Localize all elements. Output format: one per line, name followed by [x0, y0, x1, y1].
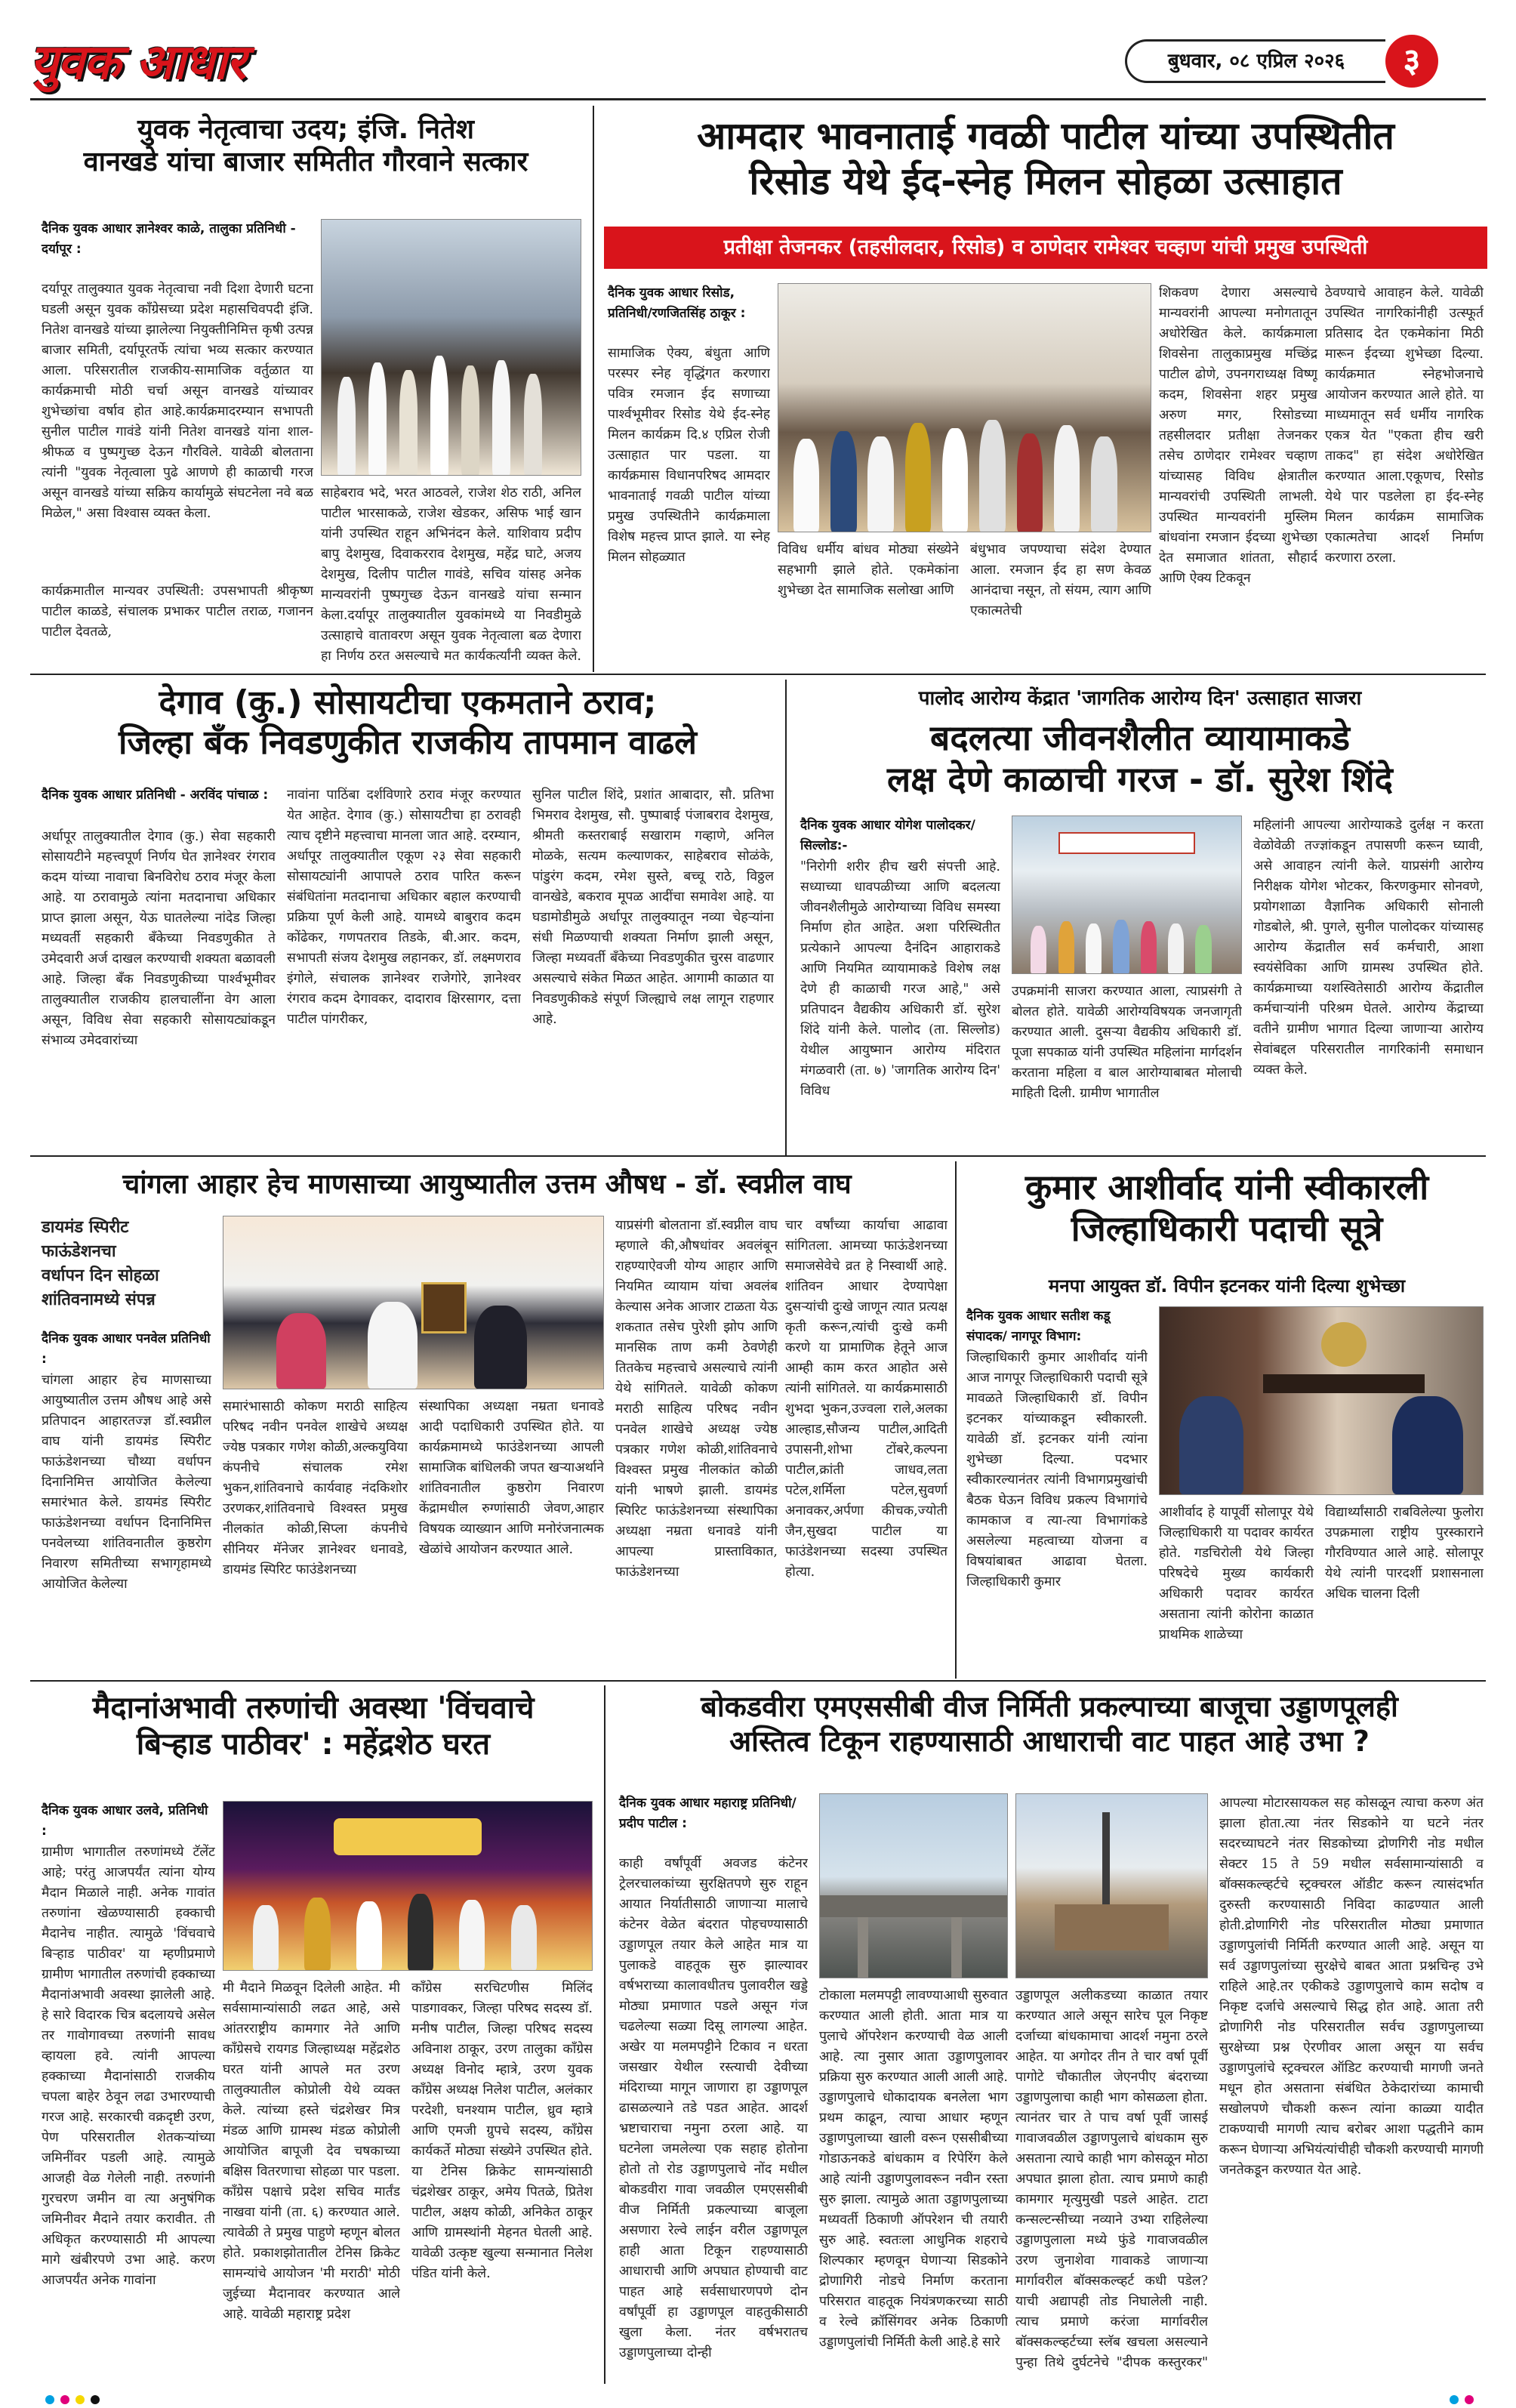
story1-byline: दैनिक युवक आधार ज्ञानेश्वर काळे, तालुका प्रतिनिधी - दर्यापूर :	[42, 221, 296, 257]
story6-headline	[966, 1167, 1487, 1250]
bottom-column-divider	[604, 1685, 605, 2384]
story1-photo	[321, 219, 581, 476]
story7-headline-line1: मैदानांअभावी तरुणांची अवस्था 'विंचवाचे	[92, 1691, 535, 1725]
story2-column-4: शिकवण देणारा असल्याचे मान्यवरांनी आपल्या मनोगतातून अधोरेखित केले. कार्यक्रमाला शिवसेना तालुकाप्रमुख मच्छिंद्र पाटील ढोणे, उपनगराध्यक्ष विष्णू कदम, शिवसेना शहर प्रमुख अरुण मगर, रिसोडच्या तहसीलदार प्रतीक्षा तेजनकर तसेच ठाणेदार रामेश्वर चव्हाण यांच्यासह विविध क्षेत्रातील मान्यवरांची उपस्थिती लाभली. उपस्थित मान्यवरांनी मुस्लिम बांधवांना रमजान ईदच्या शुभेच्छा देत समाजात शांतता, सौहार्द आणि ऐक्य टिकवून	[1159, 285, 1317, 586]
story8-column-4: आपल्या मोटारसायकल सह कोसळून त्याचा करुण अंत झाला होता.त्या नंतर सिडकोने या घटने नंतर सदरच्याघटने नंतर सिडकोच्या द्रोणगिरी नोड मधील सेक्टर 15 ते 59 मधील सर्वसामान्यांसाठी व बॉक्सकल्व्हर्टचे स्ट्रक्चरल ऑडीट करून त्यासंदर्भात दुरुस्ती करण्यासाठी निविदा काढण्यात आली होती.द्रोणागिरी नोड परिसरातील मोठ्या प्रमाणात उड्डाणपुलांची निर्मिती करण्यात आली आहे. असून या सर्व उड्डाणपुलांच्या सुरक्षेचे बाबत आता प्रश्नचिन्ह उभे राहिले आहे.तर एकीकडे उड्डाणपुलाचे काम सदोष व निकृष्ट दर्जाचे असल्याचे सिद्ध होत आहे. आता तरी द्रोणागिरी नोड परिसरातील सर्वच उड्डाणपुलाच्या सुरक्षेच्या प्रश्न ऐरणीवर आला असून या सर्वच उड्डाणपुलांचे स्ट्रक्चरल ऑडिट करण्याची मागणी जनते मधून होत असताना संबंधित ठेकेदारांच्या कामाची सखोलपणे चौकशी करून त्यांना काळ्या यादीत टाकण्याची मागणी त्याच बरोबर आशा पद्धतीने काम करून घेणाऱ्या अभियंत्यांचीही चौकशी करण्याची मागणी जनतेकडून करण्यात येत आहे.	[1219, 1796, 1484, 2178]
story8-bridge-pillar	[858, 1917, 869, 1978]
story2-photo-people	[778, 396, 1151, 532]
story5-kicker-line4: शांतिवनामध्ये संपन्न	[42, 1290, 156, 1309]
section-divider-2	[30, 1155, 1486, 1157]
story6-headline-line2: जिल्हाधिकारी पदाची सूत्रे	[1071, 1208, 1383, 1250]
story2-byline: दैनिक युवक आधार रिसोड, प्रतिनिधी/रणजितसिंह ठाकूर :	[608, 285, 746, 321]
story1-headline-line1: युवक नेतृत्वाचा उदय; इंजि. नितेश	[137, 114, 475, 145]
story8-bridge-deck	[820, 1895, 1007, 1917]
story4-headline-line1: बदलत्या जीवनशैलीत व्यायामाकडे	[930, 717, 1350, 758]
story1-column-1: दर्यापूर तालुक्यात युवक नेतृत्वाचा नवी दिशा देणारी घटना घडली असून युवक काँग्रेसच्या प्रदेश महासचिवपदी इंजि. नितेश वानखडे यांच्या झालेल्या नियुक्तीनिमित्त कृषी उत्पन्न बाजार समिती, दर्यापूरतर्फे त्यांचा भव्य सत्कार करण्यात आला. परिसरातील राजकीय-सामाजिक वर्तुळात या कार्यक्रमाची मोठी चर्चा असून वानखडे यांच्यावर शुभेच्छांचा वर्षाव होत आहे.कार्यक्रमादरम्यान सभापती सुनील पाटील गावंडे यांनी नितेश वानखडे यांना शाल-श्रीफळ व पुष्पगुच्छ देऊन गौरविले. यावेळी बोलताना त्यांनी "युवक नेतृत्वाला पुढे आणणे ही काळाची गरज असून वानखडे यांच्या सक्रिय कार्यामुळे संघटनेला नवे बळ मिळेल," असा विश्वास व्यक्त केला.	[42, 282, 313, 521]
story5-column-3: संस्थापिका अध्यक्षा नम्रता धनावडे आदी पदाधिकारी उपस्थित होते. या कार्यक्रमामध्ये फाउंडेशनच्या आपली सामाजिक बांधिलकी जपत खऱ्याअर्थाने शांतिवनातील कुष्ठरोग निवारण केंद्रामधील रुग्णांसाठी जेवण,आहार विषयक व्याख्यान आणि मनोरंजनात्मक खेळांचे आयोजन करण्यात आले.	[419, 1399, 604, 1557]
story8-photo-bridge	[819, 1793, 1008, 1978]
story8-bridge-pillar	[951, 1917, 963, 1978]
story4-clinic-signboard	[1058, 832, 1196, 854]
story2-headline-line1: आमदार भावनाताई गवळी पाटील यांच्या उपस्थितीत	[697, 114, 1394, 158]
story7-photo	[223, 1801, 593, 1971]
story6-photo-people	[1160, 1392, 1483, 1494]
story6-column-2: आशीर्वाद हे यापूर्वी सोलापूर येथे जिल्हाधिकारी या पदावर कार्यरत होते. गडचिरोली येथे जिल्हा परिषदेचे मुख्य कार्यकारी अधिकारी पदावर कार्यरत असताना त्यांनी कोरोना काळात प्राथमिक शाळेच्या	[1159, 1505, 1314, 1642]
story4-kicker: पालोद आरोग्य केंद्रात 'जागतिक आरोग्य दिन' उत्साहात साजरा	[918, 687, 1362, 710]
story5-byline: दैनिक युवक आधार पनवेल प्रतिनिधी :	[42, 1331, 211, 1367]
registration-dot-black	[91, 2395, 100, 2404]
story8-headline-line1: बोकडवीरा एमएससीबी वीज निर्मिती प्रकल्पाच्या बाजूचा उड्डाणपूलही	[701, 1690, 1398, 1723]
story8-headline	[615, 1690, 1484, 1759]
story4-column-3: महिलांनी आपल्या आरोग्याकडे दुर्लक्ष न करता वेळोवेळी तज्ज्ञांकडून तपासणी करून घ्यावी, असे आवाहन त्यांनी केले. याप्रसंगी आरोग्य निरीक्षक योगेश भोटकर, किरणकुमार सोनवणे, प्रयोगशाळा वैज्ञानिक अधिकारी सोनाली गोडबोले, श्री. पुगले, सुनील पालोदकर यांच्यासह आरोग्य केंद्रातील सर्व कर्मचारी, आशा स्वयंसेविका आणि ग्रामस्थ उपस्थित होते. कार्यक्रमाच्या यशस्वितेसाठी आरोग्य केंद्रातील कर्मचाऱ्यांनी परिश्रम घेतले. आरोग्य केंद्राच्या वतीने ग्रामीण भागात दिल्या जाणाऱ्या आरोग्य सेवांबद्दल परिसरातील नागरिकांनी समाधान व्यक्त केले.	[1253, 818, 1484, 1078]
story2-column-5: ठेवण्याचे आवाहन केले. यावेळी उपस्थित नागरिकांनीही उत्स्फूर्त प्रतिसाद देत एकमेकांना मिठी मारून ईदच्या शुभेच्छा दिल्या. कार्यक्रमात स्नेहभोजनाचे आयोजन करण्यात आले होते. या माध्यमातून सर्व धर्मीय नागरिक एकत्र येत "एकता हीच खरी ताकद" हा संदेश अधोरेखित करण्यात आला.एकूणच, रिसोड येथे पार पडलेला हा ईद-स्नेह मिलन कार्यक्रम सामाजिक एकात्मतेचा आदर्श निर्माण करणारा ठरला.	[1325, 285, 1484, 566]
lower-column-divider	[955, 1161, 957, 1679]
story5-kicker-line2: फाऊंडेशनचा	[42, 1242, 116, 1261]
newspaper-logo: युवक आधार	[30, 35, 245, 91]
story5-kicker	[42, 1216, 211, 1312]
story8-construction-area	[1055, 1904, 1169, 1950]
story4-photo	[1012, 816, 1242, 974]
top-column-divider	[593, 106, 594, 672]
story4-photo-people	[1012, 887, 1241, 973]
story2-column-2: विविध धर्मीय बांधव मोठ्या संख्येने सहभागी झाले होते. एकमेकांना शुभेच्छा देत सामाजिक सलोखा आणि	[778, 542, 959, 598]
mid-column-divider	[785, 680, 787, 1155]
story5-photo-people	[223, 1294, 603, 1389]
story6-emblem	[1321, 1322, 1367, 1367]
story6-nameplate	[1263, 1374, 1425, 1393]
story7-column-2: मी मैदाने मिळवून दिलेली आहेत. मी सर्वसामान्यांसाठी लढत आहे, असे आंतरराष्ट्रीय कामगार नेते आणि काँग्रेसचे रायगड जिल्हाध्यक्ष महेंद्रशेठ घरत यांनी आपले मत उरण तालुक्यातील कोप्रोली येथे व्यक्त केले. त्यांच्या हस्ते चंद्रशेखर मित्र मंडळ आणि ग्रामस्थ मंडळ कोप्रोली आयोजित बापूजी देव चषकाच्या बक्षिस वितरणाचा सोहळा पार पडला. काँग्रेस पक्षाचे प्रदेश सचिव मार्तंड नाखवा यांनी (ता. ६) करण्यात आले. त्यावेळी ते प्रमुख पाहुणे म्हणून बोलत होते. प्रकाशझोतातील टेनिस क्रिकेट सामन्यांचे आयोजन 'मी मराठी' मोठी जुईच्या मैदानावर करण्यात आले आहे. यावेळी महाराष्ट्र प्रदेश	[223, 1981, 400, 2322]
story7-headline	[30, 1690, 596, 1762]
masthead-divider	[30, 98, 1486, 100]
registration-dot-magenta	[60, 2395, 69, 2404]
story2-photo	[778, 283, 1151, 532]
story4-byline: दैनिक युवक आधार योगेश पालोदकर/सिल्लोड:-	[800, 818, 975, 853]
print-registration-strip	[0, 2389, 1516, 2408]
story2-column-1: सामाजिक ऐक्य, बंधुता आणि परस्पर स्नेह वृद्धिंगत करणारा पवित्र रमजान ईद सणाच्या पार्श्वभूमीवर रिसोड येथे ईद-स्नेह मिलन कार्यक्रम दि.४ एप्रिल रोजी उत्साहात पार पडला. या कार्यक्रमास विधानपरिषद आमदार भावनाताई गवळी पाटील यांच्या प्रमुख उपस्थितीने कार्यक्रमाला विशेष महत्त्व प्राप्त झाले. या स्नेह मिलन सोहळ्यात	[608, 346, 770, 565]
story5-photo	[223, 1216, 604, 1389]
story1-column-2: साहेबराव भदे, भरत आठवले, राजेश शेठ राठी, अनिल पाटील भारसाकळे, राजेश खेडकर, असिफ भाई खान यांनी उपस्थित राहून अभिनंदन केले. याशिवाय प्रदीप बापु देशमुख, दिवाकरराव देशमुख, महेंद्र घाटे, अजय देशमुख, दिलीप पाटील गावंडे, सचिव यांसह अनेक मान्यवरांनी पुष्पगुच्छ देऊन वानखडे यांचा सन्मान केला.दर्यापूर तालुक्यातील युवकांमध्ये या निवडीमुळे उत्साहाचे वातावरण असून युवक नेतृत्वाला बळ देणारा हा निर्णय ठरत असल्याचे मत कार्यकर्त्यांनी व्यक्त केले.	[321, 486, 581, 664]
story6-byline: दैनिक युवक आधार सतीश कडू संपादक/ नागपूर विभाग:	[966, 1309, 1111, 1344]
story3-headline	[30, 683, 785, 763]
story3-column-1: अर्धापूर तालुक्यातील देगाव (कु.) सेवा सहकारी सोसायटीने महत्त्वपूर्ण निर्णय घेत ज्ञानेश्वर रंगराव कदम यांच्या नावाचा बिनविरोध ठराव मंजूर केला आहे. या ठरावामुळे त्यांना मतदानाचा अधिकार प्राप्त झाला असून, येऊ घातलेल्या नांदेड जिल्हा मध्यवर्ती सहकारी बँकेच्या निवडणुकीत ते उमेदवारी अर्ज दाखल करण्याची शक्यता बळावली आहे. जिल्हा बँक निवडणुकीच्या पार्श्वभूमीवर तालुक्यातील राजकीय हालचालींना वेग आला असून, विविध सेवा सहकारी सोसायट्यांकडून संभाव्य उमेदवारांच्या	[42, 829, 276, 1048]
story2-redbar: प्रतीक्षा तेजनकर (तहसीलदार, रिसोड) व ठाणेदार रामेश्वर चव्हाण यांची प्रमुख उपस्थिती	[604, 227, 1487, 269]
story8-column-3: उड्डाणपूल अलीकडच्या काळात तयार करण्यात आले असून सारेच पूल निकृष्ट दर्जाच्या बांधकामाचा आदर्श नमुना ठरले आहेत. या अगोदर तीन ते चार वर्षा पूर्वी पागोटे चौकातील जेएनपीए बंदराच्या उड्डाणपुलाचा काही भाग कोसळला होता. त्यानंतर चार ते पाच वर्षा पूर्वी जासई गावाजवळील उड्डाणपुलाचे बांधकाम सुरु असताना त्याचे काही भाग कोसळून मोठा अपघात झाला होता. त्याच प्रमाणे काही कामगार मृत्युमुखी पडले आहेत. टाटा कन्सल्टन्सीच्या नव्याने उभ्या राहिलेल्या उड्डाणपुलाला मध्ये फुंडे गावाजवळील उरण जुनाशेवा गावाकडे जाणाऱ्या मार्गावरील बॉक्सकल्व्हर्ट कधी पडेल? याची अद्यापही तोड निघालेली नाही. त्याच प्रमाणे करंजा मार्गावरील बॉक्सकल्व्हर्टच्या स्लॅब खचला असल्याने पुन्हा तिथे दुर्घटनेचे "दीपक कस्तुरकर"	[1015, 1988, 1208, 2370]
story4-column-1: "निरोगी शरीर हीच खरी संपत्ती आहे. सध्याच्या धावपळीच्या आणि बदलत्या जीवनशैलीमुळे आरोग्याच्या विविध समस्या निर्माण होत आहेत. अशा परिस्थितीत प्रत्येकाने आपल्या दैनंदिन आहाराकडे आणि नियमित व्यायामाकडे विशेष लक्ष देणे ही काळाची गरज आहे," असे प्रतिपादन वैद्यकीय अधिकारी डॉ. सुरेश शिंदे यांनी केले. पालोद (ता. सिल्लोड) येथील आयुष्मान आरोग्य मंदिरात मंगळवारी (ता. ७) 'जागतिक आरोग्य दिन' विविध	[800, 859, 1000, 1099]
registration-dot-cyan	[1450, 2395, 1459, 2404]
story3-column-2: नावांना पाठिंबा दर्शविणारे ठराव मंजूर करण्यात येत आहेत. देगाव (कु.) सोसायटीचा हा ठरावही त्याच दृष्टीने महत्त्वाचा मानला जात आहे. दरम्यान, अर्धापूर तालुक्यातील एकूण २३ सेवा सहकारी सोसायट्यांनी आपापले ठराव पारित करून संबंधितांना मतदानाचा अधिकार बहाल करण्याची प्रक्रिया पूर्ण केली आहे. यामध्ये बाबुराव कदम कोंढेकर, गणपतराव तिडके, बी.आर. कदम, सभापती संजय देशमुख लहानकर, डॉ. लक्ष्मणराव इंगोले, संचालक ज्ञानेश्वर राजेगोरे, ज्ञानेश्वर रंगराव कदम देगावकर, दादाराव क्षिरसागर, दत्ता पाटील पांगरीकर,	[287, 788, 521, 1027]
registration-dot-yellow	[75, 2395, 85, 2404]
section-divider-1	[30, 674, 1486, 675]
story8-column-1: काही वर्षांपूर्वी अवजड कंटेनर ट्रेलरचालकांच्या सुरक्षितपणे सुरु राहून आयात निर्यातीसाठी जाणाऱ्या मालाचे कंटेनर वेळेत बंदरात पोहचण्यासाठी उड्डाणपूल तयार केले आहेत मात्र या पुलाकडे वाहतूक सुरु झाल्यावर वर्षभराच्या कालावधीतच पुलावरील खड्डे मोठ्या प्रमाणात पडले असून गंज चढलेल्या सळ्या दिसू लागल्या आहेत. अखेर या मलमपट्टीने टिकाव न धरता जसखार येथील रस्त्याची देवीच्या मंदिराच्या मागून जाणारा हा उड्डाणपूल ढासळल्याने तडे पडत आहेत. आदर्श भ्रष्टाचाराचा नमुना ठरला आहे. या घटनेला जमलेल्या एक सहाह होतोना होतो तो रोड उड्डाणपुलाचे नोंद मधील बोकडवीरा गावा जवळील एमएससीबी वीज निर्मिती प्रकल्पाच्या बाजूला असणारा रेल्वे लाईन वरील उड्डाणपूल हाही आता टिकून राहण्यासाठी आधाराची आणि अपघात होण्याची वाट पाहत आहे सर्वसाधारणपणे दोन वर्षांपूर्वी हा उड्डाणपूल वाहतुकीसाठी खुला केला. नंतर वर्षभरातच उड्डाणपुलाच्या दोन्ही	[619, 1856, 808, 2360]
story1-headline	[30, 113, 581, 178]
story3-headline-line2: जिल्हा बँक निवडणुकीत राजकीय तापमान वाढले	[119, 723, 697, 762]
story8-photo-site	[1015, 1793, 1208, 1978]
story2-headline	[604, 113, 1487, 204]
story5-kicker-line3: वर्धापन दिन सोहळा	[42, 1266, 159, 1285]
story5-headline: चांगला आहार हेच माणसाच्या आयुष्यातील उत्तम औषध - डॉ. स्वप्नील वाघ	[122, 1169, 852, 1200]
section-divider-3	[30, 1680, 1486, 1682]
issue-date: बुधवार, ०८ एप्रिल २०२६	[1125, 39, 1385, 83]
story2-headline-line2: रिसोड येथे ईद-स्नेह मिलन सोहळा उत्साहात	[749, 159, 1342, 203]
story6-headline-line1: कुमार आशीर्वाद यांनी स्वीकारली	[1025, 1167, 1429, 1207]
story8-headline-line2: अस्तित्व टिकून राहण्यासाठी आधाराची वाट पाहत आहे उभा ?	[729, 1724, 1370, 1758]
story7-headline-line2: बिऱ्हाड पाठीवर' : महेंद्रशेठ घरत	[136, 1727, 491, 1762]
story3-headline-line1: देगाव (कु.) सोसायटीचा एकमताने ठराव;	[159, 683, 657, 722]
story1-photo-people	[322, 335, 581, 475]
story5-column-2: समारंभासाठी कोकण मराठी साहित्य परिषद नवीन पनवेल शाखेचे अध्यक्ष ज्येष्ठ पत्रकार गणेश कोळी,अल्कयुविया कंपनीचे संचालक रमेश भुकन,शांतिवनाचे कार्यवाह नंदकिशोर उरणकर,शांतिवनाचे विश्वस्त प्रमुख नीलकांत कोळी,सिप्ला कंपनीचे सीनियर मॅनेजर ज्ञानेश्वर धनावडे, डायमंड स्पिरिट फाउंडेशनच्या	[223, 1399, 408, 1577]
story5-kicker-line1: डायमंड स्पिरीट	[42, 1218, 129, 1237]
story7-photo-people	[223, 1877, 592, 1970]
story7-stage-banner	[334, 1818, 481, 1855]
story6-photo	[1159, 1306, 1484, 1495]
story4-headline	[797, 717, 1484, 800]
story6-subhead: मनपा आयुक्त डॉ. विपीन इटनकर यांनी दिल्या शुभेच्छा	[1048, 1275, 1406, 1296]
story3-byline: दैनिक युवक आधार प्रतिनिधी - अरविंद पांचाळ :	[42, 788, 269, 803]
story5-column-4: याप्रसंगी बोलताना डॉ.स्वप्नील वाघ म्हणाले की,औषधांवर अवलंबून राहण्याऐवजी योग्य आहार आणि नियमित व्यायाम यांचा अवलंब केल्यास अनेक आजार टाळता येऊ शकतात तसेच पुरेशी झोप आणि मानसिक ताण कमी ठेवणेही तितकेच महत्त्वाचे असल्याचे त्यांनी येथे सांगितले. यावेळी कोकण मराठी साहित्य परिषद नवीन पनवेल शाखेचे अध्यक्ष ज्येष्ठ पत्रकार गणेश कोळी,शांतिवनाचे विश्वस्त प्रमुख नीलकांत कोळी यांनी भाषणे झाली. डायमंड स्पिरिट फाऊंडेशनच्या संस्थापिका अध्यक्षा नम्रता धनावडे यांनी आपल्या प्रास्ताविकात, फाऊंडेशनच्या	[615, 1218, 778, 1580]
story6-column-1: जिल्हाधिकारी कुमार आशीर्वाद यांनी आज नागपूर जिल्हाधिकारी पदाची सूत्रे मावळते जिल्हाधिकारी डॉ. विपीन इटनकर यांच्याकडून स्वीकारली. यावेळी डॉ. इटनकर यांनी त्यांना शुभेच्छा दिल्या. पदभार स्वीकारल्यानंतर त्यांनी विभागप्रमुखांची बैठक घेऊन विविध प्रकल्प विभागांचे कामकाज व त्या-त्या विभागांकडे असलेल्या महत्वाच्या योजना व विषयांबाबत आढावा घेतला. जिल्हाधिकारी कुमार	[966, 1350, 1148, 1589]
story7-column-1: ग्रामीण भागातील तरुणांमध्ये टॅलेंट आहे; परंतु आजपर्यंत त्यांना योग्य मैदान मिळाले नाही. अनेक गावांत तरुणांना खेळण्यासाठी हक्काची मैदानेच नाहीत. त्यामुळे 'विंचवाचे बिऱ्हाड पाठीवर' या म्हणीप्रमाणे ग्रामीण भागातील तरुणांची हक्काच्या मैदानांअभावी अवस्था झालेली आहे. हे सारे विदारक चित्र बदलायचे असेल तर गावोगावच्या तरुणांनी सावध व्हायला हवे. त्यांनी आपल्या हक्काच्या मैदानांसाठी राजकीय चपला बाहेर ठेवून लढा उभारण्याची गरज आहे. सरकारची वक्रदृष्टी उरण, पेण परिसरातील शेतकऱ्यांच्या जमिनींवर पडली आहे. त्यामुळे आजही वेळ गेलेली नाही. तरुणांनी गुरचरण जमीन वा त्या अनुषंगिक जमिनीवर मैदाने तयार करावीत. ती अधिकृत करण्यासाठी मी आपल्या मागे खंबीरपणे उभा आहे. करण आजपर्यंत अनेक गावांना	[42, 1845, 215, 2288]
story7-column-3: काँग्रेस सरचिटणीस मिलिंद पाडगावकर, जिल्हा परिषद सदस्य डॉ. मनीष पाटील, जिल्हा परिषद सदस्य अविनाश ठाकूर, उरण तालुका काँग्रेस अध्यक्ष विनोद म्हात्रे, उरण युवक काँग्रेस अध्यक्ष निलेश पाटील, अलंकार परदेशी, घनश्याम पाटील, ध्रुव म्हात्रे आणि एमजी ग्रुपचे सदस्य, काँग्रेस कार्यकर्ते मोठ्या संख्येने उपस्थित होते. या टेनिस क्रिकेट सामन्यांसाठी चंद्रशेखर ठाकूर, अमेय पितळे, प्रितेश पाटील, अक्षय कोळी, अनिकेत ठाकूर आणि ग्रामस्थांनी मेहनत घेतली आहे. यावेळी उत्कृष्ट खुल्या सन्मानात निलेश पंडित यांनी केले.	[411, 1981, 593, 2281]
story4-column-2: उपक्रमांनी साजरा करण्यात आला, त्याप्रसंगी ते बोलत होते. यावेळी आरोग्यविषयक जनजागृती करण्यात आली. दुसऱ्या वैद्यकीय अधिकारी डॉ. पूजा सपकाळ यांनी उपस्थित महिलांना मार्गदर्शन करताना महिला व बाल आरोग्याबाबत मोलाची माहिती दिली. ग्रामीण भागातील	[1012, 984, 1242, 1101]
story8-byline: दैनिक युवक आधार महाराष्ट्र प्रतिनिधी/प्रदीप पाटील :	[619, 1796, 797, 1831]
story8-column-2: टोकाला मलमपट्टी लावण्याआधी सुरुवात करण्यात आली होती. आता मात्र या पुलाचे ऑपरेशन करण्याची वेळ आली आहे. त्या नुसार आता उड्डाणपुलावर प्रक्रिया सुरु करण्यात आली आली आहे. उड्डाणपुलाचे धोकादायक बनलेला भाग प्रथम काढून, त्याचा आधार म्हणून उड्डाणपुलाच्या खाली वरून एससीबीच्या गोडाऊनकडे बांधकाम व रिपेरिंग केले आहे त्यांनी उड्डाणपुलावरून नवीन रस्ता सुरु झाला. त्यामुळे आता उड्डाणपुलाच्या मध्यवर्ती ठिकाणी ऑपरेशन ची तयारी सुरु आहे. स्वतःला आधुनिक शहराचे शिल्पकार म्हणवून घेणाऱ्या सिडकोने द्रोणागिरी नोडचे निर्माण करताना परिसरात वाहतूक नियंत्रणकरच्या साठी व रेल्वे क्रॉसिंगवर अनेक ठिकाणी उड्डाणपुलांची निर्मिती केली आहे.हे सारे	[819, 1988, 1008, 2350]
story6-column-3: विद्यार्थ्यांसाठी राबविलेल्या फुलोरा उपक्रमाला राष्ट्रीय पुरस्काराने गौरविण्यात आले आहे. सोलापूर येथे त्यांनी पारदर्शी प्रशासनाला अधिक चालना दिली	[1325, 1505, 1484, 1602]
story5-column-1: चांगला आहार हेच माणसाच्या आयुष्यातील उत्तम औषध आहे असे प्रतिपादन आहारतज्ज्ञ डॉ.स्वप्नील वाघ यांनी डायमंड स्पिरीट फाऊंडेशनच्या चौथ्या वर्धापन दिनानिमित्त आयोजित केलेल्या समारंभात केले. डायमंड स्पिरीट फाऊंडेशनच्या वर्धापन दिनानिमित्त पनवेलच्या शांतिवनातील कुष्ठरोग निवारण समितीच्या सभागृहामध्ये आयोजित केलेल्या	[42, 1373, 211, 1592]
story3-column-3: सुनिल पाटील शिंदे, प्रशांत आबादार, सौ. प्रतिभा भिमराव देशमुख, सौ. पुष्पाबाई पंजाबराव देशमुख, श्रीमती कस्तराबाई सखाराम गव्हाणे, अनिल मोळके, सत्यम कल्याणकर, साहेबराव सोळंके, पांडुरंग कदम, रमेश सुस्ते, बच्चू राठे, विठ्ठल वानखेडे, बकराव मूपळ आदींचा समावेश आहे. या घडामोडीमुळे अर्धापूर तालुक्यातून नव्या चेहऱ्यांना संधी मिळण्याची शक्यता निर्माण झाली असून, जिल्हा मध्यवर्ती बँकेच्या निवडणुकीत चुरस वाढणार असल्याचे संकेत मिळत आहेत. आगामी काळात या निवडणुकीकडे संपूर्ण जिल्ह्याचे लक्ष लागून राहणार आहे.	[532, 788, 774, 1027]
story1-headline-line2: वानखडे यांचा बाजार समितीत गौरवाने सत्कार	[83, 146, 528, 178]
story5-column-5: चार वर्षांच्या कार्याचा आढावा सांगितला. आमच्या फाऊंडेशनच्या समाजसेवेचे व्रत हे निस्वार्थी आहे. शांतिवन आधार देण्यापेक्षा दुसऱ्यांची दुःखे जाणून त्यात प्रत्यक्ष कृती करून,त्यांची दुःखे कमी करणे या प्रामाणिक हेतूने आज आम्ही काम करत आहोत असे त्यांनी सांगितले. या कार्यक्रमासाठी शुभदा भुकन,उज्वला राले,अलका आल्हाड,सौजन्य पाटील,आदिती उपासनी,शोभा टोंबरे,कल्पना पाटील,क्रांती जाधव,लता पटेल,शर्मिला पटेल,सुवर्णा अनावकर,अर्पणा कीचक,ज्योती जैन,सुखदा पाटील या फाउंडेशनच्या सदस्या उपस्थित होत्या.	[785, 1218, 948, 1580]
registration-dot-cyan	[45, 2395, 54, 2404]
story1-column-1b: कार्यक्रमातील मान्यवर उपस्थिती: उपसभापती श्रीकृष्ण पाटील काळडे, संचालक प्रभाकर पाटील तराळ, गजानन पाटील देवतळे,	[42, 584, 313, 640]
story7-byline: दैनिक युवक आधार उलवे, प्रतिनिधी :	[42, 1803, 208, 1839]
page-number-badge: ३	[1385, 35, 1438, 88]
story2-column-3: बंधुभाव जपण्याचा संदेश देण्यात आला. रमजान ईद हा सण केवळ आनंदाचा नसून, तो संयम, त्याग आणि एकात्मतेची	[970, 542, 1151, 618]
story4-headline-line2: लक्ष देणे काळाची गरज - डॉ. सुरेश शिंदे	[887, 759, 1393, 800]
registration-dot-magenta	[1465, 2395, 1474, 2404]
